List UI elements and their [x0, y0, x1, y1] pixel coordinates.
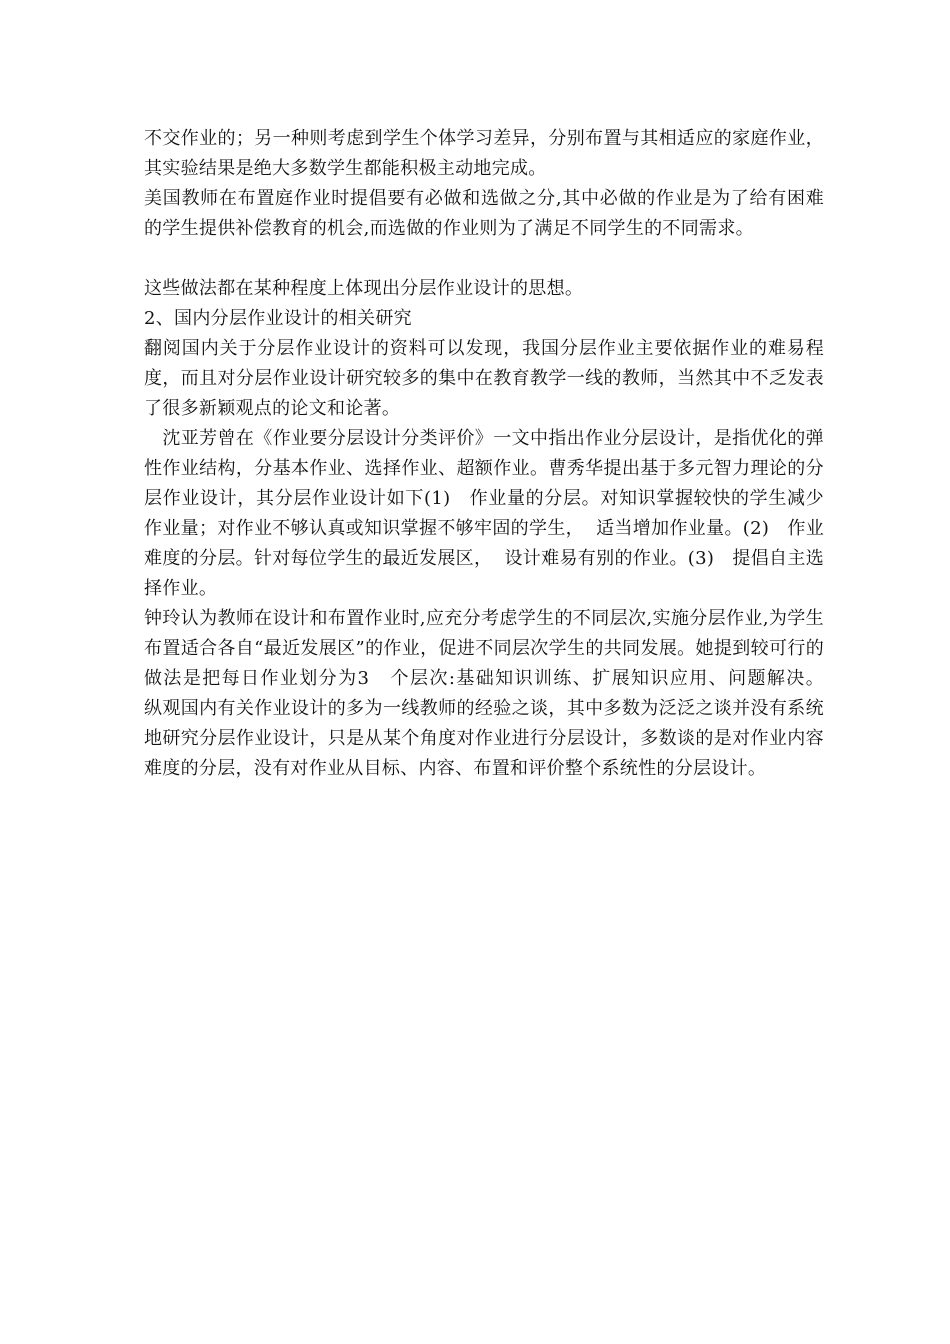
paragraph-summary: 这些做法都在某种程度上体现出分层作业设计的思想。	[144, 278, 584, 299]
paragraph-us-teachers: 美国教师在布置庭作业时提倡要有必做和选做之分,其中必做的作业是为了给有困难的学生提供补偿教育的机会,而选做的作业则为了满足不同学生的不同需求。	[144, 188, 824, 239]
section-heading-domestic-research: 2、国内分层作业设计的相关研究	[144, 308, 412, 329]
paragraph-zhong-ling: 钟玲认为教师在设计和布置作业时,应充分考虑学生的不同层次,实施分层作业,为学生布置适合各自“最近发展区”的作业，促进不同层次学生的共同发展。她提到较可行的做法是把每日作业划分为3 个层次:基础知识训练、扩展知识应用、问题解决。 纵观国内有关作业设计的多为一线教师的经验之谈，其中多数为泛泛之谈并没有系统地研究分层作业设计，只是从某个角度对作业进行分层设计，多数谈的是对作业内容难度的分层，没有对作业从目标、内容、布置和评价整个系统性的分层设计。	[144, 608, 861, 779]
paragraph-continuation: 不交作业的；另一种则考虑到学生个体学习差异，分别布置与其相适应的家庭作业，其实验结果是绝大多数学生都能积极主动地完成。	[144, 128, 824, 179]
paragraph-domestic-overview: 翻阅国内关于分层作业设计的资料可以发现，我国分层作业主要依据作业的难易程度，而且对分层作业设计研究较多的集中在教育教学一线的教师，当然其中不乏发表了很多新颖观点的论文和论著。	[144, 338, 824, 419]
document-body	[144, 124, 861, 784]
paragraph-shen-yafang: 沈亚芳曾在《作业要分层设计分类评价》一文中指出作业分层设计，是指优化的弹性作业结构，分基本作业、选择作业、超额作业。曹秀华提出基于多元智力理论的分层作业设计，其分层作业设计如下(1) 作业量的分层。对知识掌握较快的学生减少作业量；对作业不够认真或知识掌握不够牢固的学生， 适当增加作业量。(2) 作业难度的分层。针对每位学生的最近发展区， 设计难易有别的作业。(3) 提倡自主选择作业。	[144, 428, 824, 599]
